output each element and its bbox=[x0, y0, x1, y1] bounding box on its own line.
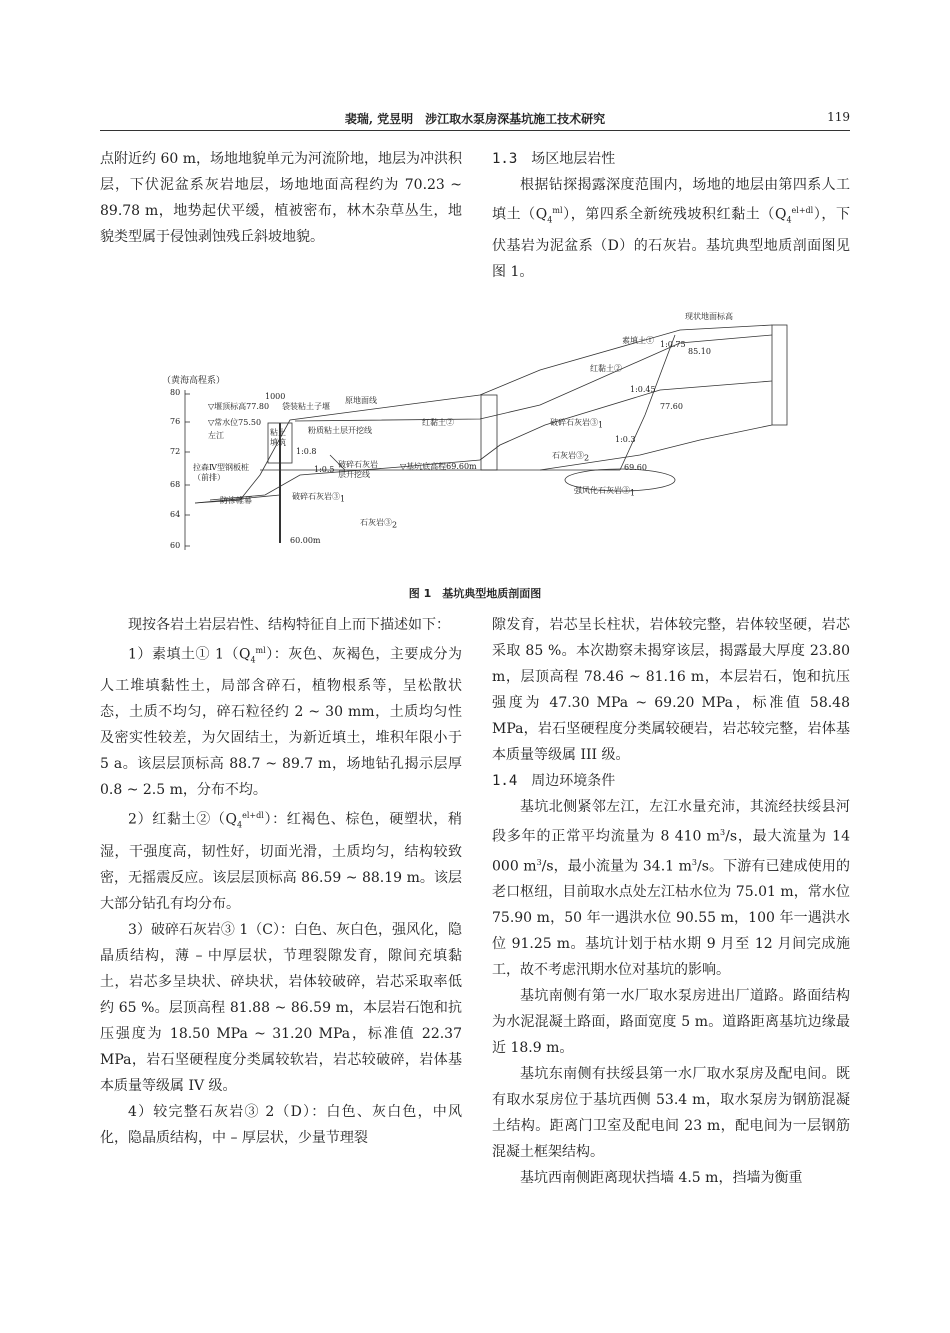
paragraph: 点附近约 60 m，场地地貌单元为河流阶地，地层为冲洪积层，下伏泥盆系灰岩地层，场地地面高程约为 70.23 ~ 89.78 m，地势起伏平缓，植被密布，林木杂草丛生，地貌类型属于侵蚀剥蚀残丘斜坡地貌。 bbox=[100, 151, 462, 245]
label-bag-soil: 袋装粘土子堰 bbox=[282, 402, 330, 411]
page-number: 119 bbox=[827, 110, 850, 124]
paragraph: 基坑北侧紧邻左江，左江水量充沛，其流经扶绥县河段多年的正常平均流量为 8 410 $m^3/s$，最大流量为 14 000 $m^3/s$，最小流量为 34.1 $m^3/s$。下游有已建成使用的老口枢纽，目前取水点处左江枯水位为 75.01 m，常水位 75.90 m，50 年一遇洪水位 90.55 m，100 年一遇洪水位 91.25 m。基坑计划于枯水期 9 月至 12 月间完成施工，故不考虑汛期水位对基坑的影响。 bbox=[492, 799, 851, 979]
label-slope-0-8: 1:0.8 bbox=[296, 447, 317, 456]
running-header bbox=[100, 108, 850, 131]
label-pit-bottom: ▽基坑底高程69.60m bbox=[400, 462, 477, 471]
label-larsen: 拉森Ⅳ型钢板桩（前排） bbox=[193, 463, 249, 482]
paragraph: 基坑西南侧距离现状挡墙 4.5 m，挡墙为衡重 bbox=[520, 1170, 803, 1187]
paragraph: 2）红黏土$②(Q_4^{el+dl})$：红褐色、棕色，硬塑状，稍湿，干强度高，韧性好，切面光滑，土质均匀，结构较致密，无摇震反应。该层层顶标高 86.59 ~ 88.19 m。该层大部分钻孔有均分布。 bbox=[100, 811, 462, 912]
label-slope-0-3: 1:0.3 bbox=[615, 435, 636, 444]
label-dam-top: ▽堰顶标高77.80 bbox=[208, 402, 270, 411]
label-broken-limestone-left: 破碎石灰岩$③_1$ bbox=[292, 492, 346, 504]
paragraph: 1）素填土① $1(Q_4^{ml})$：灰色、灰褐色，主要成分为人工堆填黏性土，局部含碎石，植物根系等，呈松散状态，土质不均匀，碎石粒径约 2 ~ 30 mm，土质均匀性及密实性较差，为欠固结土，为新近填土，堆积年限小于 5 a。该层层顶标高 88.7 ~ 89.7 m，场地钻孔揭示层厚 0.8 ~ 2.5 m，分布不均。 bbox=[100, 646, 462, 799]
label-anti-seepage: 防渗帷幕 bbox=[220, 496, 252, 505]
y-tick-80: 80 bbox=[170, 388, 181, 397]
paragraph: 隙发育，岩芯呈长柱状，岩体较完整，岩体较坚硬，岩芯采取 85 %。本次勘察未揭穿该层，揭露最大厚度 23.80 m，层顶高程 78.46 ~ 81.16 m，本层岩石，饱和抗压强度为 47.30 MPa ~ 69.20 MPa，标准值 58.48 MPa，岩石坚硬程度分类属较硬岩，岩芯较完整，岩体基本质量等级属 III 级。 bbox=[492, 617, 850, 763]
label-slope-0-45: 1:0.45 bbox=[630, 385, 656, 394]
label-elev-77-60: 77.60 bbox=[660, 402, 683, 411]
left-column-top bbox=[100, 146, 462, 250]
label-elev-85-10: 85.10 bbox=[688, 347, 711, 356]
label-normal-water: ▽常水位75.50 bbox=[208, 418, 262, 427]
label-red-clay-right: 红黏土② bbox=[590, 364, 622, 373]
label-left-river: 左江 bbox=[208, 431, 224, 440]
label-elev-69-60: 69.60 bbox=[624, 463, 647, 472]
paragraph: 4）较完整石灰岩③ 2（D）：白色、灰白色，中风化，隐晶质结构，中 – 厚层状，少量节理裂 bbox=[100, 1103, 462, 1146]
right-column-bottom bbox=[492, 612, 850, 1191]
y-tick-68: 68 bbox=[170, 480, 181, 489]
label-elev-system: （黄海高程系） bbox=[162, 376, 226, 386]
label-red-clay-left: 红黏土② bbox=[422, 418, 454, 427]
paragraph: 现按各岩土岩层岩性、结构特征自上而下描述如下： bbox=[128, 617, 450, 633]
section-heading-1-3: 1.3 场区地层岩性 bbox=[492, 151, 616, 167]
label-top-mark: 1000 bbox=[265, 392, 286, 401]
label-silty-clay-excav: 粉质粘土层开挖线 bbox=[308, 426, 372, 435]
label-limestone-right: 石灰岩$③_2$ bbox=[552, 451, 590, 463]
label-limestone-left: 石灰岩$③_2$ bbox=[360, 518, 398, 530]
y-tick-60: 60 bbox=[170, 541, 181, 550]
paragraph: 根据钻探揭露深度范围内，场地的地层由第四系人工填土$(Q_4^{ml})$，第四系全新统残坡积红黏土$(Q_4^{el+dl})$，下伏基岩为泥盆系（D）的石灰岩。基坑典型地质剖面图见图 1。 bbox=[492, 177, 851, 281]
label-fill-1: 素填土① bbox=[622, 336, 654, 345]
y-tick-64: 64 bbox=[170, 510, 181, 519]
figure-caption: 图 1 基坑典型地质剖面图 bbox=[408, 587, 542, 600]
label-clay-fill: 粘土填筑 bbox=[270, 428, 286, 447]
label-broken-limestone-right: 破碎石灰岩$③_1$ bbox=[550, 418, 604, 430]
left-column-bottom bbox=[100, 612, 462, 1151]
geological-section-figure bbox=[100, 295, 850, 565]
label-orig-ground: 原地面线 bbox=[345, 396, 377, 405]
label-weathered-limestone: 强风化石灰岩$③_1$ bbox=[574, 486, 636, 498]
label-current-ground: 现状地面标高 bbox=[685, 312, 733, 321]
y-tick-76: 76 bbox=[170, 417, 181, 426]
paragraph: 基坑东南侧有扶绥县第一水厂取水泵房及配电间。既有取水泵房位于基坑西侧 53.4 m，取水泵房为钢筋混凝土结构。距离门卫室及配电间 23 m，配电间为一层钢筋混凝土框架结构。 bbox=[492, 1066, 850, 1161]
paragraph: 基坑南侧有第一水厂取水泵房进出厂道路。路面结构为水泥混凝土路面，路面宽度 5 m。道路距离基坑边缘最近 18.9 m。 bbox=[492, 988, 850, 1057]
label-slope-0-5: 1:0.5 bbox=[314, 465, 335, 474]
paragraph: 3）破碎石灰岩③ 1（C）：白色、灰白色，强风化，隐晶质结构，薄 – 中厚层状，节理裂隙发育，隙间充填黏土，岩芯多呈块状、碎块状，岩体较破碎，岩芯采取率低约 65 %。层顶高程 81.88 ~ 86.59 m，本层岩石饱和抗压强度为 18.50 MPa ~ 31.20 MPa，标准值 22.37 MPa，岩石坚硬程度分类属较软岩，岩芯较破碎，岩体基本质量等级属 IV 级。 bbox=[100, 921, 462, 1094]
label-pile-bottom: 60.00m bbox=[290, 536, 321, 545]
section-heading-1-4: 1.4 周边环境条件 bbox=[492, 773, 616, 789]
right-column-top bbox=[492, 146, 850, 285]
y-tick-72: 72 bbox=[170, 447, 181, 456]
label-broken-excav: 破碎石灰岩层开挖线 bbox=[338, 460, 378, 479]
running-title: 裴瑞, 党昱明 涉江取水泵房深基坑施工技术研究 bbox=[344, 112, 606, 126]
label-slope-0-75: 1:0.75 bbox=[660, 340, 686, 349]
